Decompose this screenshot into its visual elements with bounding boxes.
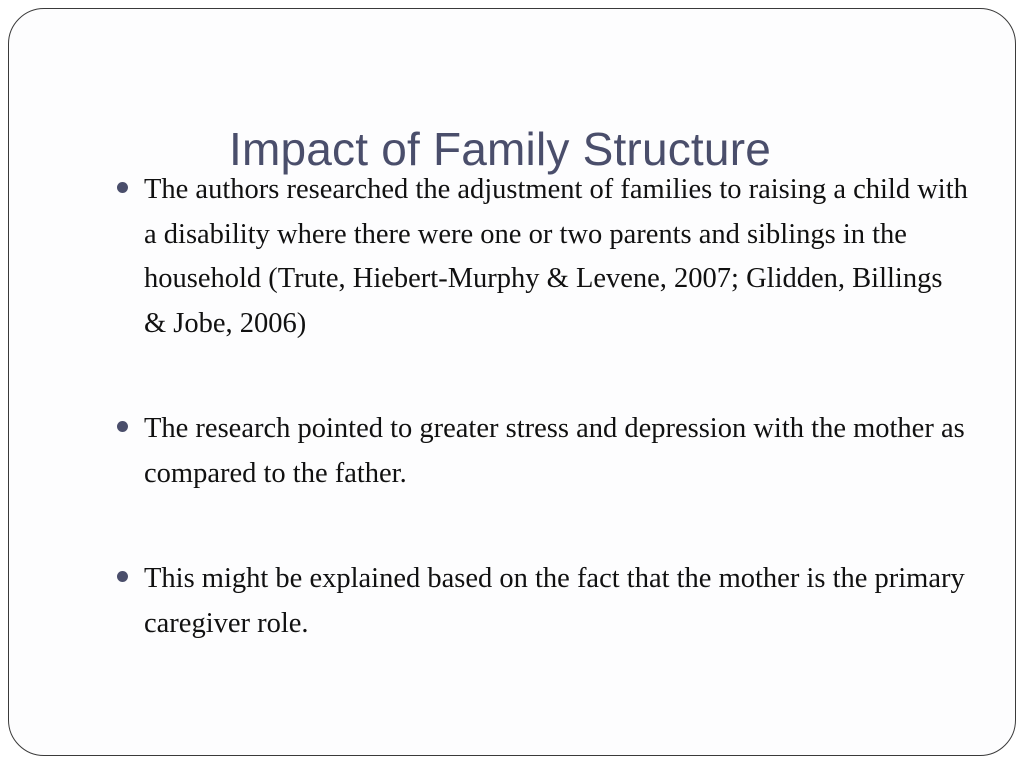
bullet-item [110, 407, 970, 496]
bullet-dot-icon [117, 571, 128, 582]
bullet-text: This might be explained based on the fact that the mother is the primary caregiver role. [144, 563, 965, 639]
bullet-dot-icon [117, 182, 128, 193]
bullet-item [110, 557, 970, 646]
bullet-item [110, 168, 970, 346]
bullet-list [110, 168, 970, 646]
bullet-dot-icon [117, 421, 128, 432]
slide-title: Impact of Family Structure [228, 122, 772, 175]
bullet-text: The research pointed to greater stress and depression with the mother as compared to the father. [144, 413, 965, 489]
bullet-text: The authors researched the adjustment of families to raising a child with a disability where there were one or two parents and siblings in the household (Trute, Hiebert-Murphy & Levene, 2007; Glidden, Billings & Jobe, 2006) [144, 174, 968, 339]
